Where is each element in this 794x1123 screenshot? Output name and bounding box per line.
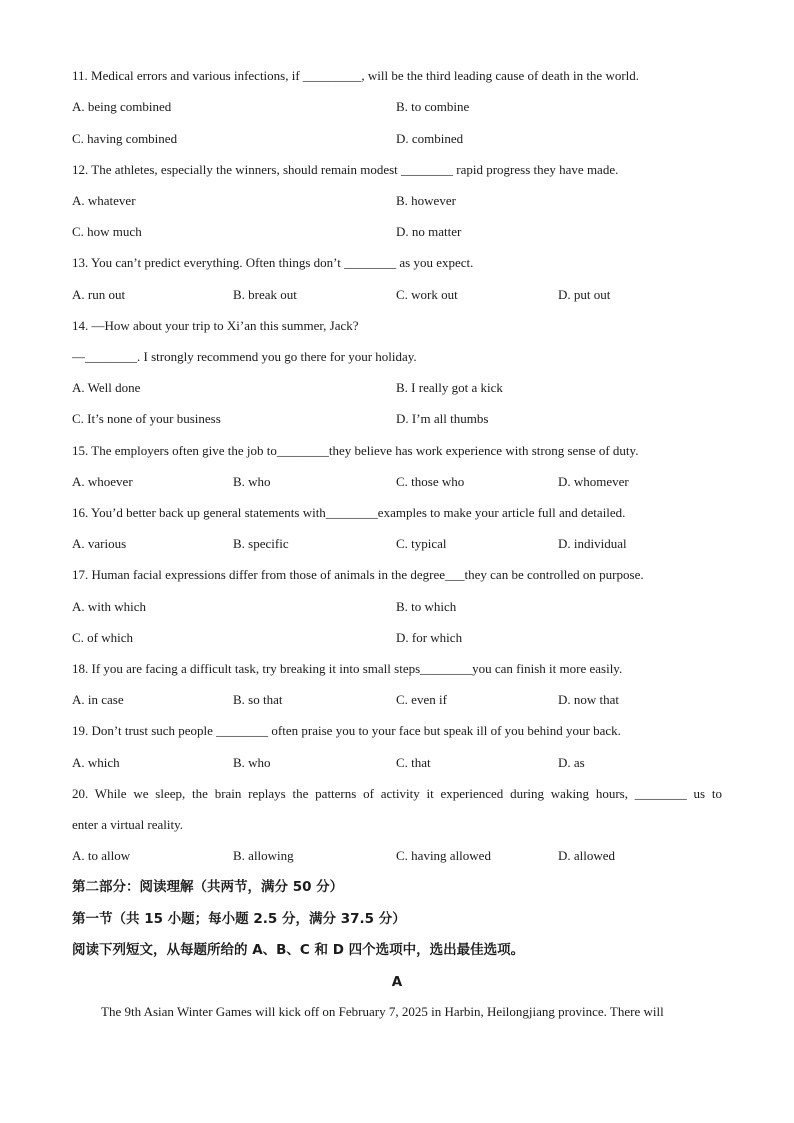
question-15-option-d: D. whomever [558, 474, 629, 489]
question-11-stem: 11. Medical errors and various infections, if _________, will be the third leading cause of death in the world. [72, 68, 640, 83]
question-12-option-d: D. no matter [396, 224, 462, 239]
question-20-stem-continued: enter a virtual reality. [72, 817, 184, 832]
question-19-option-c: C. that [396, 755, 431, 770]
question-15-option-a: A. whoever [72, 474, 133, 489]
question-12-stem: 12. The athletes, especially the winners, should remain modest ________ rapid progress they have made. [72, 162, 619, 177]
question-20-option-a: A. to allow [72, 848, 131, 863]
question-16-stem: 16. You’d better back up general statements with________examples to make your article full and detailed. [72, 505, 626, 520]
question-13-option-c: C. work out [396, 287, 458, 302]
passage-a-first-line: The 9th Asian Winter Games will kick off on February 7, 2025 in Harbin, Heilongjiang province. There will [101, 1004, 664, 1019]
question-19-option-b: B. who [233, 755, 271, 770]
question-15-stem: 15. The employers often give the job to________they believe has work experience with strong sense of duty. [72, 443, 639, 458]
question-17-option-c: C. of which [72, 630, 134, 645]
question-16-option-c: C. typical [396, 536, 447, 551]
question-19-option-a: A. which [72, 755, 120, 770]
question-18-option-c: C. even if [396, 692, 447, 707]
question-11-option-c: C. having combined [72, 131, 178, 146]
reading-instruction: 阅读下列短文，从每题所给的 A、B、C 和 D 四个选项中，选出最佳选项。 [72, 942, 525, 958]
question-15-option-b: B. who [233, 474, 271, 489]
question-12-option-b: B. however [396, 193, 456, 208]
question-20-option-c: C. having allowed [396, 848, 491, 863]
question-14-stem: 14. —How about your trip to Xi’an this summer, Jack? [72, 318, 359, 333]
part-two-title: 第二部分：阅读理解（共两节，满分 50 分） [72, 879, 344, 895]
question-19-stem: 19. Don’t trust such people ________ often praise you to your face but speak ill of you behind your back. [72, 723, 621, 738]
question-18-option-b: B. so that [233, 692, 283, 707]
question-13-option-a: A. run out [72, 287, 126, 302]
question-14-option-d: D. I’m all thumbs [396, 411, 489, 426]
question-17-option-d: D. for which [396, 630, 463, 645]
question-19-option-d: D. as [558, 755, 585, 770]
question-14-stem-reply: —________. I strongly recommend you go there for your holiday. [72, 349, 417, 364]
question-17-option-a: A. with which [72, 599, 147, 614]
question-11-option-b: B. to combine [396, 99, 470, 114]
question-13-option-b: B. break out [233, 287, 297, 302]
question-14-option-a: A. Well done [72, 380, 141, 395]
question-20-option-d: D. allowed [558, 848, 616, 863]
question-15-option-c: C. those who [396, 474, 465, 489]
question-13-stem: 13. You can’t predict everything. Often things don’t ________ as you expect. [72, 255, 474, 270]
question-18-option-d: D. now that [558, 692, 620, 707]
question-12-option-c: C. how much [72, 224, 142, 239]
question-14-option-c: C. It’s none of your business [72, 411, 221, 426]
question-17-option-b: B. to which [396, 599, 457, 614]
question-18-stem: 18. If you are facing a difficult task, try breaking it into small steps________you can finish it more easily. [72, 661, 623, 676]
question-18-option-a: A. in case [72, 692, 124, 707]
question-14-option-b: B. I really got a kick [396, 380, 503, 395]
question-20-option-b: B. allowing [233, 848, 294, 863]
subsection-one-title: 第一节（共 15 小题；每小题 2.5 分，满分 37.5 分） [72, 911, 406, 927]
question-11-option-a: A. being combined [72, 99, 172, 114]
question-16-option-d: D. individual [558, 536, 627, 551]
question-16-option-a: A. various [72, 536, 127, 551]
question-16-option-b: B. specific [233, 536, 289, 551]
question-17-stem: 17. Human facial expressions differ from those of animals in the degree___they can be controlled on purpose. [72, 567, 644, 582]
question-13-option-d: D. put out [558, 287, 611, 302]
question-12-option-a: A. whatever [72, 193, 136, 208]
passage-label: A [391, 974, 403, 990]
question-20-stem: 20. While we sleep, the brain replays the patterns of activity it experienced during waking hours, ________ us to [72, 786, 722, 801]
question-11-option-d: D. combined [396, 131, 464, 146]
